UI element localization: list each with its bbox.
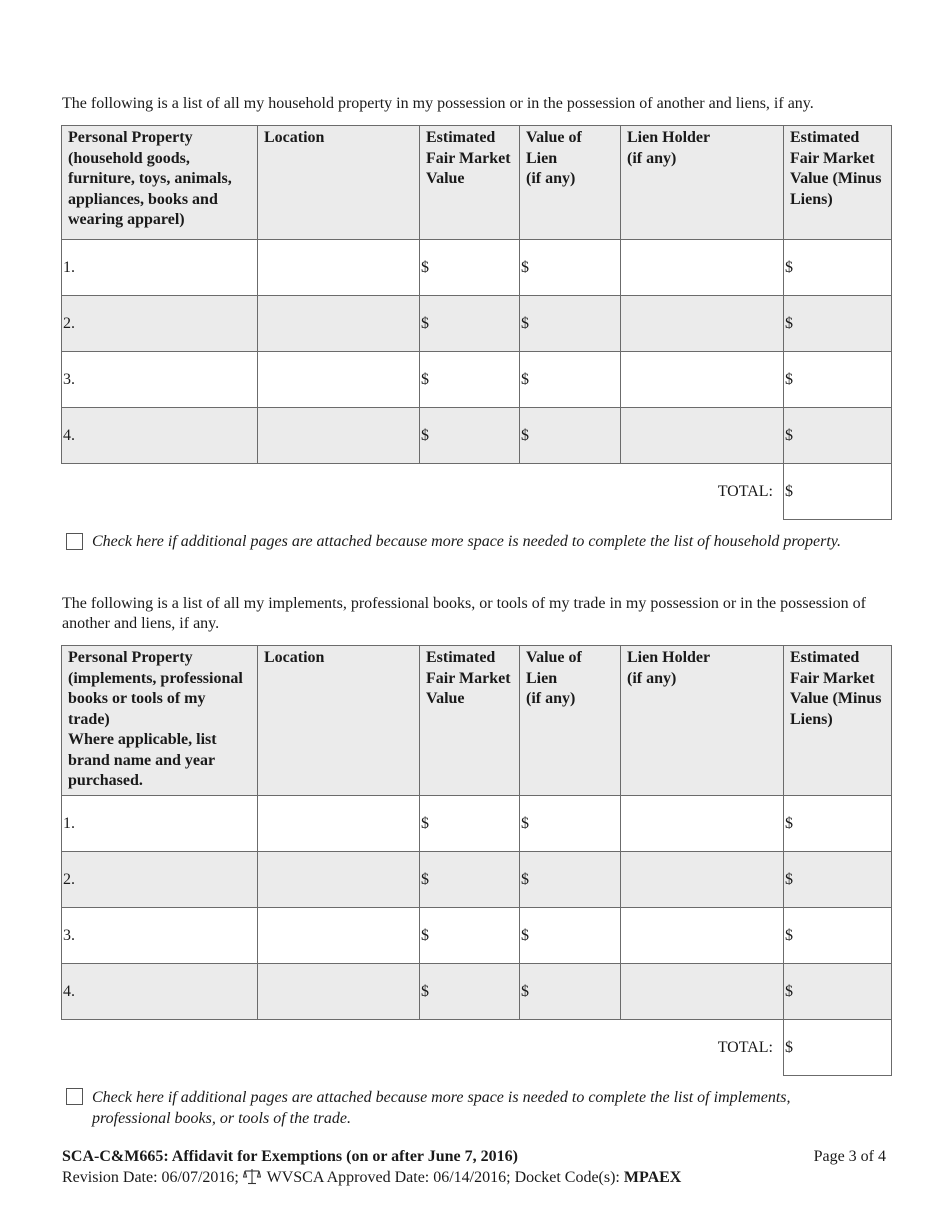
fmv-cell[interactable]: $ <box>420 908 520 964</box>
trade-checkbox-note: Check here if additional pages are attached because more space is needed to complete the list of implements, professional books, or tools of the trade. <box>92 1089 791 1127</box>
lien-value-cell[interactable]: $ <box>520 796 621 852</box>
lien-holder-cell[interactable] <box>621 352 784 408</box>
header-net-value <box>784 646 892 796</box>
fmv-cell[interactable]: $ <box>420 352 520 408</box>
lien-holder-cell[interactable] <box>621 408 784 464</box>
header-line: Location <box>264 129 325 146</box>
lien-value-cell[interactable]: $ <box>520 908 621 964</box>
location-cell[interactable] <box>258 852 420 908</box>
header-line: Liens) <box>790 710 833 728</box>
header-line: Fair Market <box>426 669 511 687</box>
item-number[interactable]: 3. <box>62 908 258 964</box>
header-value-of-lien <box>520 646 621 796</box>
header-line: Lien Holder <box>627 649 711 666</box>
header-line: Estimated <box>426 129 496 146</box>
table-row <box>62 908 892 964</box>
header-line: Value (Minus <box>790 170 882 187</box>
header-line: appliances, books and <box>68 190 218 208</box>
fmv-cell[interactable]: $ <box>420 852 520 908</box>
table-row <box>62 296 892 352</box>
net-value-cell[interactable]: $ <box>784 240 892 296</box>
header-line: Value of <box>526 129 582 146</box>
docket-code: MPAEX <box>623 1169 682 1186</box>
net-value-cell[interactable]: $ <box>784 908 892 964</box>
header-estimated-fmv <box>420 126 520 240</box>
header-line: Location <box>264 649 325 666</box>
fmv-cell[interactable]: $ <box>420 296 520 352</box>
table-row <box>62 964 892 1020</box>
header-line: Lien Holder <box>627 129 711 146</box>
net-value-cell[interactable]: $ <box>784 352 892 408</box>
location-cell[interactable] <box>258 352 420 408</box>
header-line: books or tools of my <box>68 690 206 707</box>
scales-of-justice-icon <box>243 1168 261 1190</box>
net-value-cell[interactable]: $ <box>784 964 892 1020</box>
header-line: brand name and year <box>68 751 216 769</box>
lien-value-cell[interactable]: $ <box>520 852 621 908</box>
header-line: (if any) <box>526 690 576 707</box>
fmv-cell[interactable]: $ <box>420 240 520 296</box>
header-personal-property <box>62 646 258 796</box>
header-personal-property <box>62 126 258 240</box>
household-additional-pages-checkbox[interactable] <box>66 533 83 550</box>
header-line: wearing apparel) <box>68 211 185 228</box>
lien-holder-cell[interactable] <box>621 908 784 964</box>
form-title: SCA-C&M665: Affidavit for Exemptions (on or after June 7, 2016) <box>62 1148 518 1165</box>
header-lien-holder <box>621 646 784 796</box>
net-value-cell[interactable]: $ <box>784 852 892 908</box>
lien-holder-cell[interactable] <box>621 964 784 1020</box>
header-line: purchased. <box>68 772 143 789</box>
lien-holder-cell[interactable] <box>621 240 784 296</box>
revision-date: Revision Date: 06/07/2016; <box>62 1169 243 1186</box>
total-value-cell[interactable]: $ <box>784 1020 892 1076</box>
header-line: Where applicable, list <box>68 731 217 748</box>
header-line: Value (Minus <box>790 690 882 707</box>
item-number[interactable]: 2. <box>62 852 258 908</box>
total-row <box>62 1020 892 1076</box>
spacer <box>62 1020 621 1076</box>
table-row <box>62 240 892 296</box>
header-lien-holder <box>621 126 784 240</box>
lien-value-cell[interactable]: $ <box>520 964 621 1020</box>
lien-holder-cell[interactable] <box>621 852 784 908</box>
approved-date: WVSCA Approved Date: 06/14/2016; Docket Code(s): <box>262 1169 624 1186</box>
fmv-cell[interactable]: $ <box>420 964 520 1020</box>
item-number[interactable]: 4. <box>62 964 258 1020</box>
page-number: Page 3 of 4 <box>813 1148 886 1165</box>
header-net-value <box>784 126 892 240</box>
lien-value-cell[interactable]: $ <box>520 296 621 352</box>
header-line: Liens) <box>790 190 833 208</box>
total-label: TOTAL: <box>621 464 784 520</box>
lien-value-cell[interactable]: $ <box>520 352 621 408</box>
header-line: Value of <box>526 649 582 666</box>
header-line: Estimated <box>790 649 860 666</box>
total-row <box>62 464 892 520</box>
table-row <box>62 852 892 908</box>
item-number[interactable]: 3. <box>62 352 258 408</box>
table-row <box>62 352 892 408</box>
header-line: trade) <box>68 710 110 728</box>
header-line: Value <box>426 170 465 187</box>
total-label: TOTAL: <box>621 1020 784 1076</box>
household-checkbox-note: Check here if additional pages are attached because more space is needed to complete the list of household property. <box>92 533 842 550</box>
header-row <box>62 126 892 240</box>
header-line: Lien <box>526 669 558 687</box>
header-estimated-fmv <box>420 646 520 796</box>
item-number[interactable]: 4. <box>62 408 258 464</box>
total-value-cell[interactable]: $ <box>784 464 892 520</box>
header-line: (if any) <box>627 669 677 687</box>
table-row <box>62 796 892 852</box>
header-line: (if any) <box>627 149 677 167</box>
net-value-cell[interactable]: $ <box>784 408 892 464</box>
header-value-of-lien <box>520 126 621 240</box>
trade-intro: The following is a list of all my implements, professional books, or tools of my trade in my possession or in the possession of another and liens, if any. <box>62 595 866 632</box>
household-property-table <box>61 125 892 520</box>
trade-tools-table <box>61 645 892 1076</box>
header-line: Estimated <box>426 649 496 666</box>
lien-value-cell[interactable]: $ <box>520 408 621 464</box>
location-cell[interactable] <box>258 796 420 852</box>
item-number[interactable]: 1. <box>62 240 258 296</box>
header-line: Fair Market <box>790 149 875 167</box>
header-line: Value <box>426 690 465 707</box>
header-line: Personal Property <box>68 649 193 666</box>
lien-holder-cell[interactable] <box>621 296 784 352</box>
header-line: Fair Market <box>426 149 511 167</box>
header-line: furniture, toys, animals, <box>68 170 232 187</box>
header-line: (implements, professional <box>68 669 243 687</box>
fmv-cell[interactable]: $ <box>420 796 520 852</box>
revision-line <box>62 1168 681 1190</box>
header-line: (household goods, <box>68 149 190 167</box>
net-value-cell[interactable]: $ <box>784 296 892 352</box>
location-cell[interactable] <box>258 964 420 1020</box>
header-line: Fair Market <box>790 669 875 687</box>
header-row <box>62 646 892 796</box>
location-cell[interactable] <box>258 408 420 464</box>
location-cell[interactable] <box>258 296 420 352</box>
lien-holder-cell[interactable] <box>621 796 784 852</box>
item-number[interactable]: 2. <box>62 296 258 352</box>
header-line: Estimated <box>790 129 860 146</box>
location-cell[interactable] <box>258 908 420 964</box>
household-intro: The following is a list of all my household property in my possession or in the possession of another and liens, if any. <box>62 95 814 112</box>
header-line: Lien <box>526 149 558 167</box>
trade-additional-pages-checkbox[interactable] <box>66 1088 83 1105</box>
header-line: (if any) <box>526 170 576 187</box>
header-location <box>258 126 420 240</box>
lien-value-cell[interactable]: $ <box>520 240 621 296</box>
fmv-cell[interactable]: $ <box>420 408 520 464</box>
header-location <box>258 646 420 796</box>
header-line: Personal Property <box>68 129 193 146</box>
table-row <box>62 408 892 464</box>
item-number[interactable]: 1. <box>62 796 258 852</box>
spacer <box>62 464 621 520</box>
location-cell[interactable] <box>258 240 420 296</box>
net-value-cell[interactable]: $ <box>784 796 892 852</box>
